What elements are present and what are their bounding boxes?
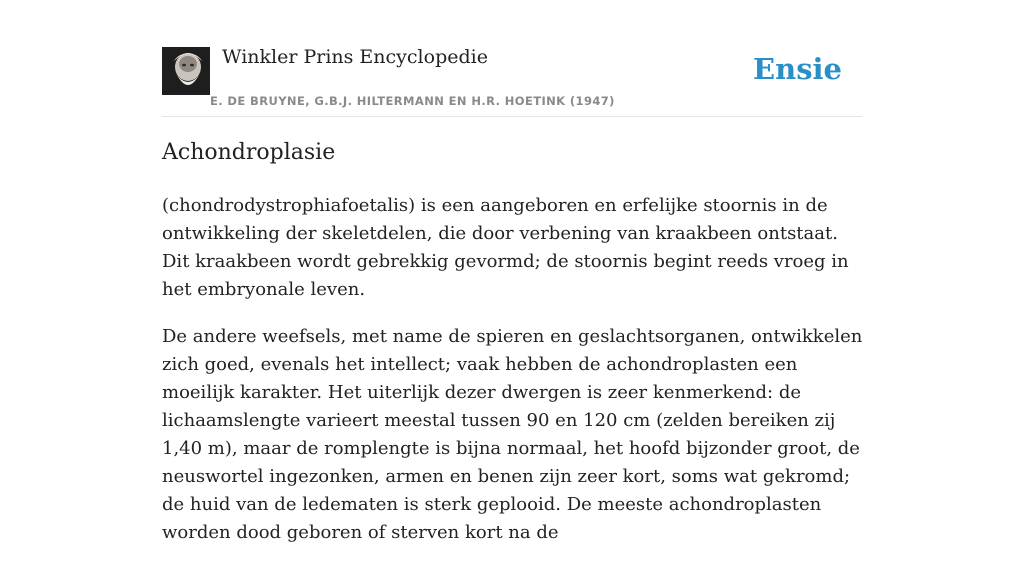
source-header [162, 0, 862, 117]
article-body [162, 192, 867, 566]
source-authors: E. DE BRUYNE, G.B.J. HILTERMANN EN H.R. HOETINK (1947) [210, 94, 615, 108]
article-paragraph: De andere weefsels, met name de spieren en geslachtsorganen, ontwikkelen zich goed, evenals het intellect; vaak hebben de achondroplasten een moeilijk karakter. Het uiterlijk dezer dwergen is zeer kenmerkend: de lichaamslengte varieert meestal tussen 90 en 120 cm (zelden bereiken zij 1,40 m), maar de romplengte is bijna normaal, het hoofd bijzonder groot, de neuswortel ingezonken, armen en benen zijn zeer kort, soms wat gekromd; de huid van de ledematen is sterk geplooid. De meeste achondroplasten worden dood geboren of sterven kort na de [162, 326, 863, 543]
source-title[interactable]: Winkler Prins Encyclopedie [222, 46, 488, 68]
article-title: Achondroplasie [162, 140, 336, 165]
portrait-avatar-icon[interactable] [162, 47, 210, 95]
brand-logo-link[interactable]: Ensie [753, 52, 842, 86]
article-paragraph: (chondrodystrophiafoetalis) is een aangeboren en erfelijke stoornis in de ontwikkeling der skeletdelen, die door verbening van kraakbeen ontstaat. Dit kraakbeen wordt gebrekkig gevormd; de stoornis begint reeds vroeg in het embryonale leven. [162, 195, 849, 300]
